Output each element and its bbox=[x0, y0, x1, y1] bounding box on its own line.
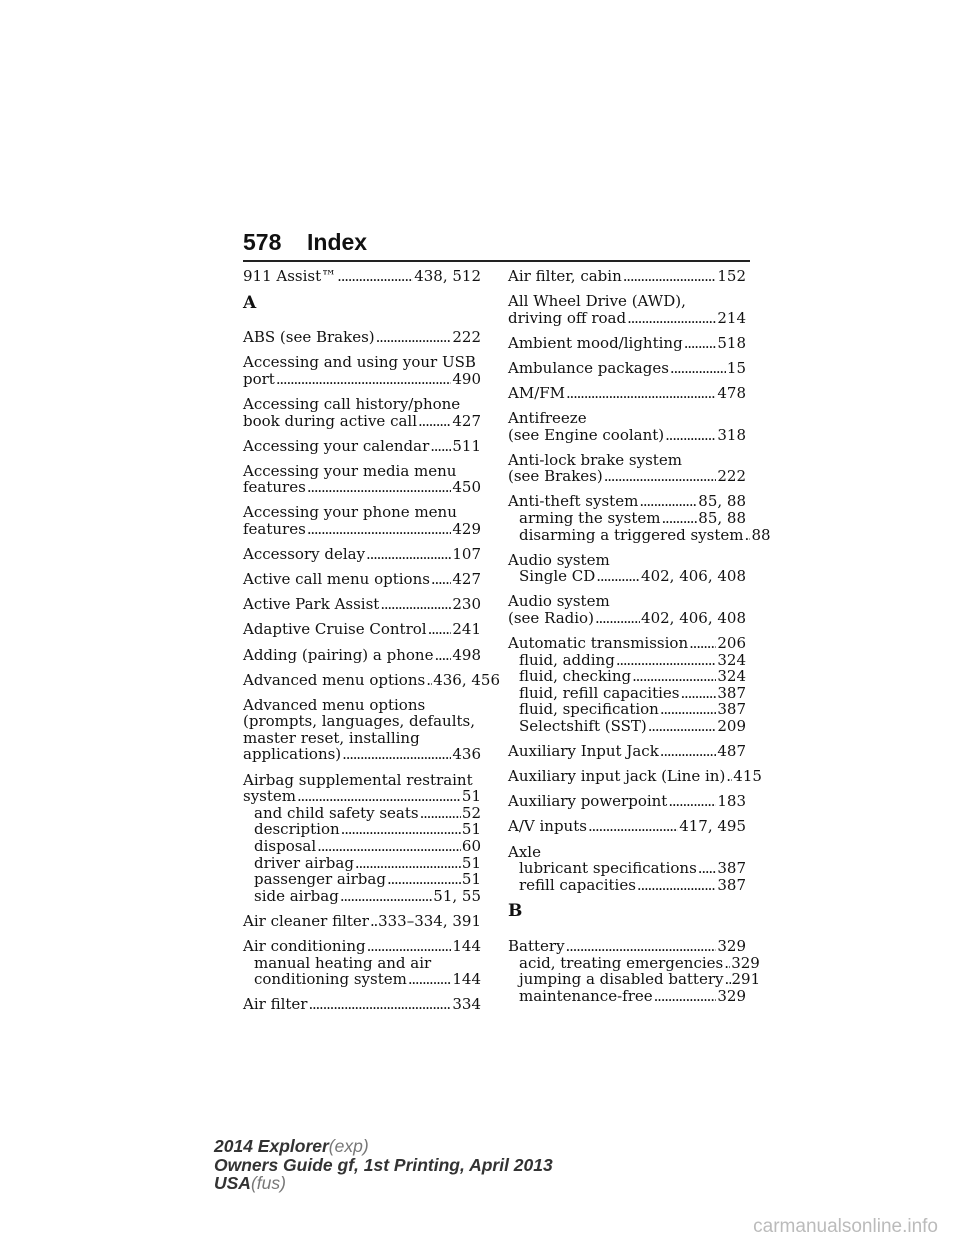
index-entry bbox=[508, 936, 761, 1005]
index-subentry-line bbox=[508, 970, 761, 989]
page-reference[interactable]: 387 bbox=[717, 683, 746, 702]
page-reference[interactable]: 222 bbox=[717, 467, 746, 486]
index-entry-line bbox=[243, 621, 481, 638]
page-reference[interactable]: 183 bbox=[717, 792, 746, 811]
dot-leader bbox=[604, 468, 717, 485]
index-entry-line bbox=[508, 410, 746, 427]
entry-term: All Wheel Drive (AWD), bbox=[508, 292, 686, 311]
dot-leader bbox=[684, 335, 717, 352]
index-subentry-line bbox=[508, 652, 746, 669]
page-reference[interactable]: 241 bbox=[452, 620, 481, 639]
dot-leader bbox=[366, 546, 451, 563]
footer-model: 2014 Explorer bbox=[214, 1136, 329, 1156]
index-entry-line bbox=[243, 596, 481, 613]
index-entry bbox=[508, 452, 746, 485]
entry-term: (prompts, languages, defaults, bbox=[243, 712, 475, 731]
index-entry-line bbox=[243, 546, 481, 563]
page-reference[interactable]: 88 bbox=[751, 525, 771, 544]
index-subentry-line bbox=[508, 568, 746, 585]
dot-leader bbox=[355, 855, 461, 872]
entry-term: master reset, installing bbox=[243, 728, 420, 747]
index-entry bbox=[508, 635, 746, 735]
page-reference[interactable]: 51 bbox=[461, 820, 481, 839]
dot-leader bbox=[420, 805, 461, 822]
entry-term: driving off road bbox=[508, 308, 627, 327]
index-entry-line bbox=[508, 427, 746, 444]
index-entry-line bbox=[508, 593, 746, 610]
entry-term: acid, treating emergencies bbox=[519, 953, 724, 972]
index-entry bbox=[508, 552, 746, 585]
index-subentry-line bbox=[508, 860, 746, 877]
index-entry-line bbox=[508, 818, 746, 835]
page-reference[interactable]: 51, 55 bbox=[433, 886, 481, 905]
dot-leader bbox=[297, 788, 461, 805]
entry-term: (see Engine coolant) bbox=[508, 425, 665, 444]
page-title: Index bbox=[307, 229, 368, 255]
entry-term: disarming a triggered system bbox=[519, 525, 744, 544]
page-reference[interactable]: 436 bbox=[452, 745, 481, 764]
index-entry bbox=[243, 268, 481, 285]
index-entry-line bbox=[508, 268, 746, 285]
index-entry-line bbox=[243, 571, 481, 588]
dot-leader bbox=[387, 871, 461, 888]
index-entry-line bbox=[243, 438, 481, 455]
entry-term: Adaptive Cruise Control bbox=[243, 620, 427, 639]
index-entry-line bbox=[508, 293, 746, 310]
entry-term: Axle bbox=[508, 842, 541, 861]
index-column-left bbox=[243, 267, 500, 1021]
index-entry-line bbox=[243, 479, 481, 496]
index-entry-line bbox=[243, 913, 481, 930]
page-reference[interactable]: 490 bbox=[452, 369, 481, 388]
entry-term: Air cleaner filter bbox=[243, 911, 369, 930]
index-subentry-line bbox=[508, 988, 746, 1005]
page-reference[interactable]: 144 bbox=[452, 970, 481, 989]
index-entry-line bbox=[508, 335, 746, 352]
entry-term: Accessory delay bbox=[243, 545, 366, 564]
index-entry-line bbox=[243, 996, 481, 1013]
header-rule bbox=[243, 260, 750, 262]
page-reference[interactable]: 429 bbox=[452, 520, 481, 539]
entry-term: Advanced menu options bbox=[243, 670, 426, 689]
entry-term: Auxiliary input jack (Line in) bbox=[508, 767, 726, 786]
index-entry-line bbox=[243, 713, 481, 730]
index-entry bbox=[243, 938, 481, 988]
dot-leader bbox=[668, 793, 716, 810]
page-reference[interactable]: 387 bbox=[717, 700, 746, 719]
index-subentry-line bbox=[243, 838, 481, 855]
index-entry bbox=[508, 268, 746, 285]
entry-term: Automatic transmission bbox=[508, 634, 689, 653]
index-entry bbox=[243, 463, 481, 496]
entry-term: lubricant specifications bbox=[519, 859, 697, 878]
dot-leader bbox=[342, 746, 451, 763]
dot-leader bbox=[724, 955, 730, 972]
entry-term: Air filter bbox=[243, 995, 308, 1014]
index-entry-line bbox=[508, 610, 746, 627]
page-reference[interactable]: 518 bbox=[717, 333, 746, 352]
entry-term: features bbox=[243, 478, 306, 497]
index-entry-line bbox=[243, 521, 481, 538]
page-reference[interactable]: 415 bbox=[733, 767, 762, 786]
dot-leader bbox=[434, 647, 451, 664]
page-reference[interactable]: 438, 512 bbox=[414, 267, 481, 285]
page-reference[interactable]: 402, 406, 408 bbox=[641, 567, 746, 586]
index-entry bbox=[508, 492, 771, 544]
page-reference[interactable]: 214 bbox=[717, 308, 746, 327]
entry-term: Advanced menu options bbox=[243, 695, 426, 714]
index-subentry-line bbox=[508, 953, 760, 972]
dot-leader bbox=[681, 685, 717, 702]
page-reference[interactable]: 222 bbox=[452, 328, 481, 347]
entry-term: Selectshift (SST) bbox=[519, 717, 647, 736]
footer-printing: Owners Guide gf, 1st Printing, April 2013 bbox=[214, 1154, 553, 1175]
entry-term: AM/FM bbox=[508, 383, 566, 402]
index-entry-line bbox=[508, 938, 746, 955]
index-entry bbox=[508, 767, 762, 786]
page-reference[interactable]: 324 bbox=[717, 667, 746, 686]
index-entry-line bbox=[243, 697, 481, 714]
index-subentry-line bbox=[243, 805, 481, 822]
dot-leader bbox=[595, 610, 640, 627]
page-reference[interactable]: 329 bbox=[731, 953, 760, 972]
page-reference[interactable]: 329 bbox=[717, 986, 746, 1005]
footer-market: USA bbox=[214, 1173, 251, 1193]
entry-term: Accessing call history/phone bbox=[243, 394, 461, 413]
index-subentry-line bbox=[508, 877, 746, 894]
dot-leader bbox=[623, 268, 717, 285]
entry-term: fluid, refill capacities bbox=[519, 683, 680, 702]
dot-leader bbox=[616, 652, 717, 669]
index-subentry-line bbox=[508, 701, 746, 718]
index-entry bbox=[508, 360, 746, 377]
page-reference[interactable]: 436, 456 bbox=[433, 670, 500, 689]
page-reference[interactable]: 85, 88 bbox=[698, 509, 746, 528]
index-entry bbox=[508, 385, 746, 402]
entry-term: Active Park Assist bbox=[243, 595, 380, 614]
dot-leader bbox=[370, 913, 377, 930]
entry-term: Single CD bbox=[519, 567, 596, 586]
index-entry-line bbox=[508, 493, 746, 510]
index-entry bbox=[508, 743, 746, 760]
page-reference[interactable]: 144 bbox=[452, 936, 481, 955]
page-reference[interactable]: 487 bbox=[717, 742, 746, 761]
page-reference[interactable]: 60 bbox=[461, 836, 481, 855]
index-entry bbox=[508, 793, 746, 810]
entry-term: and child safety seats bbox=[254, 803, 419, 822]
entry-term: driver airbag bbox=[254, 853, 354, 872]
index-subentry-line bbox=[508, 510, 746, 527]
index-entry-line bbox=[243, 746, 481, 763]
entry-term: Auxiliary Input Jack bbox=[508, 742, 659, 761]
dot-leader bbox=[566, 938, 717, 955]
entry-term: book during active call bbox=[243, 411, 418, 430]
entry-term: Air conditioning bbox=[243, 936, 366, 955]
page-reference[interactable]: 107 bbox=[452, 545, 481, 564]
entry-term: Anti-theft system bbox=[508, 492, 639, 511]
dot-leader bbox=[670, 360, 726, 377]
index-entry bbox=[243, 670, 500, 689]
section-letter: A bbox=[243, 292, 257, 313]
entry-term: Accessing your calendar bbox=[243, 436, 430, 455]
dot-leader bbox=[566, 385, 716, 402]
index-entry bbox=[243, 354, 481, 387]
page-reference[interactable]: 209 bbox=[717, 717, 746, 736]
entry-term: Anti-lock brake system bbox=[508, 450, 682, 469]
dot-leader bbox=[698, 860, 717, 877]
page-reference[interactable]: 427 bbox=[452, 411, 481, 430]
index-entry-line bbox=[243, 670, 500, 689]
entry-term: 911 Assist™ bbox=[243, 267, 337, 285]
dot-leader bbox=[662, 510, 698, 527]
dot-leader bbox=[588, 818, 678, 835]
entry-term: A/V inputs bbox=[508, 817, 587, 836]
entry-term: manual heating and air bbox=[254, 953, 432, 972]
dot-leader bbox=[380, 596, 451, 613]
entry-term: Airbag supplemental restraint bbox=[243, 770, 473, 789]
document-footer bbox=[214, 1137, 553, 1193]
entry-term: Antifreeze bbox=[508, 409, 587, 428]
entry-term: fluid, specification bbox=[519, 700, 659, 719]
index-entry-line bbox=[243, 647, 481, 664]
index-entry-line bbox=[243, 354, 481, 371]
page-reference[interactable]: 498 bbox=[452, 645, 481, 664]
dot-leader bbox=[430, 438, 451, 455]
entry-term: features bbox=[243, 520, 306, 539]
page-reference[interactable]: 427 bbox=[452, 570, 481, 589]
page-reference[interactable]: 318 bbox=[717, 425, 746, 444]
index-entry bbox=[243, 596, 481, 613]
index-entry-line bbox=[243, 504, 481, 521]
page-reference[interactable]: 230 bbox=[452, 595, 481, 614]
page-number: 578 bbox=[243, 229, 282, 255]
dot-leader bbox=[418, 413, 451, 430]
page-reference[interactable]: 511 bbox=[452, 436, 481, 455]
page-reference[interactable]: 450 bbox=[452, 478, 481, 497]
page-reference[interactable]: 478 bbox=[717, 383, 746, 402]
dot-leader bbox=[341, 821, 461, 838]
dot-leader bbox=[340, 888, 432, 905]
page-reference[interactable]: 152 bbox=[717, 267, 746, 285]
index-subentry-line bbox=[243, 871, 481, 888]
dot-leader bbox=[317, 838, 461, 855]
entry-term: passenger airbag bbox=[254, 870, 386, 889]
index-entry bbox=[508, 293, 746, 326]
dot-leader bbox=[308, 996, 451, 1013]
dot-leader bbox=[627, 310, 716, 327]
index-entry bbox=[243, 438, 481, 455]
dot-leader bbox=[648, 718, 717, 735]
page-reference[interactable]: 387 bbox=[717, 875, 746, 894]
index-subentry-line bbox=[508, 718, 746, 735]
index-subentry-line bbox=[508, 525, 771, 544]
index-entry-line bbox=[243, 772, 481, 789]
index-subentry-line bbox=[243, 971, 481, 988]
dot-leader bbox=[665, 427, 716, 444]
dot-leader bbox=[660, 743, 717, 760]
entry-term: refill capacities bbox=[519, 875, 636, 894]
index-subentry-line bbox=[243, 955, 481, 972]
entry-term: port bbox=[243, 369, 275, 388]
dot-leader bbox=[426, 672, 432, 689]
index-entry bbox=[508, 844, 746, 894]
index-entry bbox=[243, 913, 481, 930]
entry-term: Ambient mood/lighting bbox=[508, 333, 683, 352]
index-entry bbox=[243, 647, 481, 664]
index-entry bbox=[243, 772, 481, 905]
index-entry-line bbox=[508, 360, 746, 377]
index-entry-line bbox=[243, 788, 481, 805]
page-reference[interactable]: 206 bbox=[717, 634, 746, 653]
dot-leader bbox=[428, 621, 452, 638]
index-subentry-line bbox=[243, 821, 481, 838]
index-entry-line bbox=[243, 396, 481, 413]
index-entry-line bbox=[243, 413, 481, 430]
index-entry bbox=[508, 410, 746, 443]
entry-term: maintenance-free bbox=[519, 986, 653, 1005]
footer-model-code: (exp) bbox=[328, 1136, 369, 1156]
index-entry-line bbox=[508, 635, 746, 652]
dot-leader bbox=[637, 877, 716, 894]
page-reference[interactable]: 51 bbox=[461, 853, 481, 872]
index-entry-line bbox=[243, 371, 481, 388]
index-entry-line bbox=[508, 844, 746, 861]
index-entry bbox=[243, 996, 481, 1013]
index-entry-line bbox=[508, 468, 746, 485]
dot-leader bbox=[726, 768, 732, 785]
entry-term: (see Radio) bbox=[508, 609, 594, 627]
page-reference[interactable]: 51 bbox=[461, 870, 481, 889]
index-entry-line bbox=[243, 268, 481, 285]
page-reference[interactable]: 333–334, 391 bbox=[378, 911, 481, 930]
page-reference[interactable]: 15 bbox=[726, 358, 746, 377]
page-reference[interactable]: 329 bbox=[717, 936, 746, 955]
dot-leader bbox=[639, 493, 697, 510]
dot-leader bbox=[660, 701, 717, 718]
index-column-right bbox=[508, 267, 771, 1013]
entry-term: Audio system bbox=[508, 592, 610, 611]
entry-term: Battery bbox=[508, 936, 565, 955]
watermark-text: carmanualsonline.info bbox=[753, 1216, 938, 1237]
index-entry bbox=[243, 571, 481, 588]
page-reference[interactable]: 387 bbox=[717, 859, 746, 878]
page-reference[interactable]: 85, 88 bbox=[698, 492, 746, 511]
entry-term: Ambulance packages bbox=[508, 358, 669, 377]
dot-leader bbox=[408, 971, 452, 988]
entry-term: arming the system bbox=[519, 509, 661, 528]
entry-term: jumping a disabled battery bbox=[519, 970, 724, 989]
entry-term: Audio system bbox=[508, 550, 610, 569]
index-entry-line bbox=[243, 938, 481, 955]
index-subentry-line bbox=[508, 685, 746, 702]
entry-term: Active call menu options bbox=[243, 570, 430, 589]
index-entry bbox=[243, 546, 481, 563]
index-entry-line bbox=[508, 452, 746, 469]
page-reference[interactable]: 324 bbox=[717, 650, 746, 669]
index-entry-line bbox=[508, 793, 746, 810]
index-entry bbox=[508, 818, 746, 835]
page-reference[interactable]: 402, 406, 408 bbox=[641, 609, 746, 627]
index-entry-line bbox=[243, 329, 481, 346]
dot-leader bbox=[431, 571, 451, 588]
index-entry-line bbox=[243, 463, 481, 480]
entry-term: system bbox=[243, 787, 296, 806]
dot-leader bbox=[689, 635, 716, 652]
index-entry-line bbox=[508, 552, 746, 569]
index-subentry-line bbox=[243, 888, 481, 905]
entry-term: side airbag bbox=[254, 886, 339, 905]
entry-term: fluid, adding bbox=[519, 650, 615, 669]
index-entry-line bbox=[508, 767, 762, 786]
index-entry-line bbox=[508, 310, 746, 327]
page-reference[interactable]: 51 bbox=[461, 787, 481, 806]
dot-leader bbox=[654, 988, 717, 1005]
entry-term: Auxiliary powerpoint bbox=[508, 792, 668, 811]
entry-term: Accessing your phone menu bbox=[243, 503, 457, 522]
dot-leader bbox=[596, 568, 640, 585]
entry-term: Adding (pairing) a phone bbox=[243, 645, 434, 664]
dot-leader bbox=[337, 268, 413, 285]
entry-term: Accessing your media menu bbox=[243, 461, 457, 480]
index-entry bbox=[243, 396, 481, 429]
footer-market-code: (fus) bbox=[250, 1173, 286, 1193]
index-subentry-line bbox=[508, 668, 746, 685]
entry-term: ABS (see Brakes) bbox=[243, 328, 375, 347]
index-entry-line bbox=[508, 385, 746, 402]
entry-term: Accessing and using your USB bbox=[243, 353, 476, 372]
index-entry-line bbox=[243, 730, 481, 747]
dot-leader bbox=[307, 521, 452, 538]
page-reference[interactable]: 334 bbox=[452, 995, 481, 1014]
dot-leader bbox=[307, 479, 452, 496]
dot-leader bbox=[276, 371, 452, 388]
dot-leader bbox=[744, 527, 750, 544]
dot-leader bbox=[376, 329, 452, 346]
index-entry bbox=[508, 593, 746, 626]
entry-term: description bbox=[254, 820, 340, 839]
index-entry bbox=[243, 697, 481, 763]
page-reference[interactable]: 417, 495 bbox=[679, 817, 746, 836]
dot-leader bbox=[632, 668, 716, 685]
index-entry bbox=[243, 504, 481, 537]
entry-term: applications) bbox=[243, 745, 342, 764]
entry-term: conditioning system bbox=[254, 970, 407, 989]
section-letter: B bbox=[508, 901, 523, 922]
index-subentry-line bbox=[243, 855, 481, 872]
dot-leader bbox=[367, 938, 452, 955]
entry-term: fluid, checking bbox=[519, 667, 632, 686]
entry-term: (see Brakes) bbox=[508, 467, 603, 486]
index-entry bbox=[243, 621, 481, 638]
page-reference[interactable]: 291 bbox=[731, 970, 761, 989]
entry-term: disposal bbox=[254, 836, 317, 855]
index-entry bbox=[508, 335, 746, 352]
page-reference[interactable]: 52 bbox=[461, 803, 481, 822]
index-entry bbox=[243, 329, 481, 346]
entry-term: Air filter, cabin bbox=[508, 267, 622, 285]
index-entry-line bbox=[508, 743, 746, 760]
dot-leader bbox=[725, 971, 731, 988]
